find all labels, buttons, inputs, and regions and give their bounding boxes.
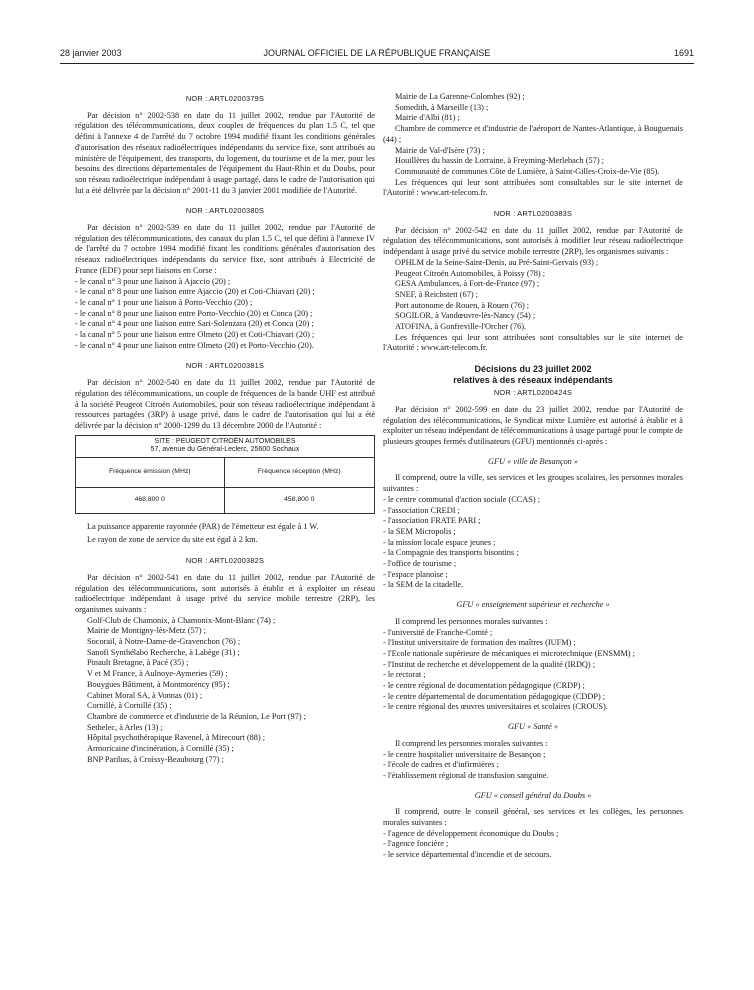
table-cell: 458,800 0 [224, 487, 374, 513]
list-item: - le service départemental d'incendie et de secours. [383, 850, 683, 861]
gfu-heading: GFU « conseil général du Doubs » [474, 790, 592, 800]
paragraph: Il comprend, outre le conseil général, ses services et les collèges, les personnes morales suivantes : [383, 807, 683, 828]
list-item: Somedith, à Marseille (13) ; [395, 102, 489, 112]
list-item: Cabinet Moral SA, à Vonnas (01) ; [87, 690, 203, 700]
canal-list [75, 277, 375, 352]
column-header: Fréquence réception (MHz) [224, 457, 374, 487]
list-item: - l'association CREDI ; [383, 506, 683, 517]
column-header: Fréquence émission (MHz) [76, 457, 225, 487]
list-item: Communauté de communes Côte de Lumière, à Saint-Gilles-Croix-de-Vie (85). [395, 166, 660, 176]
frequency-table [75, 435, 375, 514]
list-item: - l'association FRATE PARI ; [383, 516, 683, 527]
list-item: Socorail, à Notre-Dame-de-Gravenchon (76) ; [87, 637, 241, 647]
list-item: - le canal n° 4 pour une liaison entre Sari-Solenzara (20) et Conca (20) ; [75, 319, 375, 330]
nor-reference: NOR : ARTL0200381S [185, 361, 265, 371]
paragraph: Par décision n° 2002-541 en date du 11 juillet 2002, rendue par l'Autorité de régulation des télécommunications, sont autorisés à établir et à exploiter un réseau radioélectrique indépendant à usage privé du service mobile terrestre (2RP), les organismes suivants : [75, 572, 375, 614]
list-item: Houillères du bassin de Lorraine, à Freyming-Merlebach (57) ; [395, 156, 604, 166]
journal-title: JOURNAL OFFICIEL DE LA RÉPUBLIQUE FRANÇAISE [263, 48, 491, 58]
list-item: - le centre hospitalier universitaire de Besançon ; [383, 750, 683, 761]
section-subtitle: relatives à des réseaux indépendants [453, 375, 613, 386]
list-item: - l'école de cadres et d'infirmières ; [383, 760, 683, 771]
list-item: - le centre régional des œuvres universitaires et scolaires (CROUS). [383, 702, 683, 713]
gfu-heading: GFU « Santé » [507, 722, 558, 732]
list-item: - le canal n° 3 pour une liaison à Ajaccio (20) ; [75, 277, 375, 288]
page-number: 1691 [673, 48, 694, 58]
list-item: Port autonome de Rouen, à Rouen (76) ; [395, 300, 530, 310]
paragraph: Par décision n° 2002-599 en date du 23 juillet 2002, rendue par l'Autorité de régulation des télécommunications, le Syndicat mixte Lumière est autorisé à établir et à exploiter un réseau indépendant de télécommunications à usage partagé pour le compte de plusieurs groupes fermés d'utilisateurs (GFU) mentionnés ci-après : [383, 404, 683, 446]
list-item: - l'université de Franche-Comté ; [383, 628, 683, 639]
list-item: - le centre communal d'action sociale (CCAS) ; [383, 495, 683, 506]
gfu-heading: GFU « enseignement supérieur et recherche » [456, 600, 610, 610]
paragraph: Par décision n° 2002-540 en date du 11 juillet 2002, rendue par l'Autorité de régulation des télécommunications, un couple de fréquences de la bande UHF est attribué à la société Peugeot Citroën Automobiles, pour son réseau radioélectrique indépendant à ressources partagées (3RP) à usage privé, dans le cadre de l'autorisation qui lui a été délivrée par la décision n° 2000-1299 du 13 décembre 2000 de l'Autorité : [75, 378, 375, 430]
paragraph: Il comprend les personnes morales suivantes : [395, 738, 548, 748]
list-item: - la SEM Micropolis ; [383, 527, 683, 538]
member-list [383, 495, 683, 591]
nor-reference: NOR : ARTL0200379S [185, 94, 265, 103]
header-rule [60, 63, 694, 64]
section-title: Décisions du 23 juillet 2002 [474, 364, 592, 375]
nor-reference: NOR : ARTL0200382S [185, 556, 265, 566]
paragraph: Le rayon de zone de service du site est égal à 2 km. [87, 535, 258, 545]
list-item: Sanofi Synthélabo Recherche, à Labège (31) ; [87, 647, 240, 657]
paragraph: Par décision n° 2002-542 en date du 11 juillet 2002, rendue par l'Autorité de régulation des télécommunications, sont autorisés à modifier leur réseau radioélectrique indépendant à usage privé du service mobile terrestre (2RP), les organismes suivants : [383, 225, 683, 257]
left-column [75, 92, 375, 765]
page-header [60, 48, 694, 62]
list-item: - l'Institut universitaire de formation des maîtres (IUFM) ; [383, 638, 683, 649]
list-item: BNP Paribas, à Croissy-Beaubourg (77) ; [87, 754, 224, 764]
list-item: V et M France, à Aulnoye-Aymeries (59) ; [87, 669, 228, 679]
list-item: - le canal n° 8 pour une liaison entre Ajaccio (20) et Coti-Chiavari (20) ; [75, 287, 375, 298]
list-item: SOGILOR, à Vandœuvre-lès-Nancy (54) ; [395, 311, 536, 321]
list-item: Cornillé, à Cornillé (35) ; [87, 701, 172, 711]
paragraph: Les fréquences qui leur sont attribuées sont consultables sur le site internet de l'Autorité : www.art-telecom.fr. [383, 332, 683, 353]
list-item: Pinault Bretagne, à Pacé (35) ; [87, 658, 189, 668]
list-item: ATOFINA, à Gonfreville-l'Orcher (76). [395, 322, 527, 332]
list-item: - l'agence foncière ; [383, 839, 683, 850]
paragraph: Les fréquences qui leur sont attribuées sont consultables sur le site internet de l'Autorité : www.art-telecom.fr. [383, 177, 683, 198]
list-item: - le centre départemental de documentation pédagogique (CDDP) ; [383, 692, 683, 703]
organisation-list [383, 92, 683, 178]
list-item: - l'établissement régional de transfusion sanguine. [383, 771, 683, 782]
list-item: - le canal n° 8 pour une liaison entre Porto-Vecchio (20) et Conca (20) ; [75, 309, 375, 320]
paragraph: Il comprend les personnes morales suivantes : [395, 616, 548, 626]
list-item: Chambre de commerce et d'industrie de la Réunion, Le Port (97) ; [87, 711, 306, 721]
paragraph: Par décision n° 2002-539 en date du 11 juillet 2002, rendue par l'Autorité de régulation des télécommunications, des canaux du plan 1.5 C, tel que défini à l'annexe IV de l'arrêté du 7 octobre 1994 modifié fixant les conditions générales d'autorisation des réseaux radioélectriques indépendants du service fixe, sont attribués à Electricité de France (EDF) pour sept liaisons en Corse : [75, 223, 375, 275]
organisation-list [383, 258, 683, 333]
list-item: Sethelec, à Arles (13) ; [87, 722, 163, 732]
list-item: - la mission locale espace jeunes ; [383, 538, 683, 549]
list-item: Golf-Club de Chamonix, à Chamonix-Mont-Blanc (74) ; [87, 615, 276, 625]
list-item: Mairie d'Albi (81) ; [395, 113, 460, 123]
list-item: - l'agence de développement économique du Doubs ; [383, 829, 683, 840]
paragraph: Il comprend, outre la ville, ses services et les groupes scolaires, les personnes morales suivantes : [383, 473, 683, 494]
right-column [383, 92, 683, 861]
list-item: - la canal n° 5 pour une liaison entre Olmeto (20) et Coti-Chiavari (20) ; [75, 330, 375, 341]
table-cell: 468,800 0 [76, 487, 225, 513]
list-item: - le centre régional de documentation pédagogique (CRDP) ; [383, 681, 683, 692]
list-item: - l'Institut de recherche et développement de la qualité (IRDQ) ; [383, 660, 683, 671]
member-list [383, 628, 683, 714]
list-item: - le rectorat ; [383, 670, 683, 681]
paragraph: Par décision n° 2002-538 en date du 11 juillet 2002, rendue par l'Autorité de régulation des télécommunications, deux couples de fréquences du plan 1.5 C, tel que défini à l'annexe 4 de l'arrêté du 7 octobre 1994 modifié fixant les conditions générales d'autorisation des réseaux radioélectriques indépendants du service fixe, sont attribués au ministère de l'équipement, des transports, du logement, du tourisme et de la mer, pour les besoins des directions départementales de l'équipement du Haut-Rhin et du Doubs, pour son réseau radioélectrique indépendant à usage partagé, dans le cadre de l'autorisation qui lui a été délivrée par la décision n° 2001-11 du 3 janvier 2001 modifiée de l'Autorité. [75, 110, 375, 195]
list-item: Mairie de Val-d'Isère (73) ; [395, 145, 485, 155]
nor-reference: NOR : ARTL0200424S [493, 388, 573, 398]
list-item: OPHLM de la Seine-Saint-Denis, au Pré-Saint-Gervais (93) ; [395, 257, 599, 267]
list-item: - l'espace planoise ; [383, 570, 683, 581]
list-item: - le canal n° 4 pour une liaison entre Olmeto (20) et Porto-Vecchio (20). [75, 341, 375, 352]
organisation-list [75, 616, 375, 766]
list-item: Peugeot Citroën Automobiles, à Poissy (78) ; [395, 268, 546, 278]
gfu-heading: GFU « ville de Besançon » [487, 456, 579, 466]
nor-reference: NOR : ARTL0200383S [493, 209, 573, 219]
table-site-header [76, 435, 375, 457]
list-item: Mairie de Montigny-lès-Metz (57) ; [87, 626, 206, 636]
paragraph: La puissance apparente rayonnée (PAR) de l'émetteur est égale à 1 W. [87, 521, 319, 531]
list-item: SNEF, à Reichstett (67) ; [395, 289, 478, 299]
nor-reference: NOR : ARTL0200380S [185, 206, 265, 216]
list-item: - la Compagnie des transports bisontins ; [383, 548, 683, 559]
header-date: 28 janvier 2003 [60, 48, 122, 58]
list-item: - le canal n° 1 pour une liaison à Porto-Vecchio (20) ; [75, 298, 375, 309]
list-item: Bouygues Bâtiment, à Montmorency (95) ; [87, 679, 230, 689]
list-item: Hôpital psychothérapique Ravenel, à Mirecourt (88) ; [87, 733, 266, 743]
list-item: Chambre de commerce et d'industrie de l'aéroport de Nantes-Atlantique, à Bouguenais (44) ; [383, 124, 683, 144]
list-item: Armoricaine d'incinération, à Cornillé (35) ; [87, 744, 234, 754]
member-list [383, 829, 683, 861]
list-item: Mairie de La Garenne-Colombes (92) ; [395, 92, 525, 101]
member-list [383, 750, 683, 782]
list-item: - l'office de tourisme ; [383, 559, 683, 570]
site-name: SITE : PEUGEOT CITROËN AUTOMOBILES [154, 437, 296, 445]
site-address: 57, avenue du Général-Leclerc, 25600 Sochaux [150, 446, 300, 454]
list-item: GESA Ambulances, à Fort-de-France (97) ; [395, 279, 540, 289]
list-item: - l'Ecole nationale supérieure de mécaniques et microtechnique (ENSMM) ; [383, 649, 683, 660]
list-item: - la SEM de la citadelle. [383, 580, 683, 591]
